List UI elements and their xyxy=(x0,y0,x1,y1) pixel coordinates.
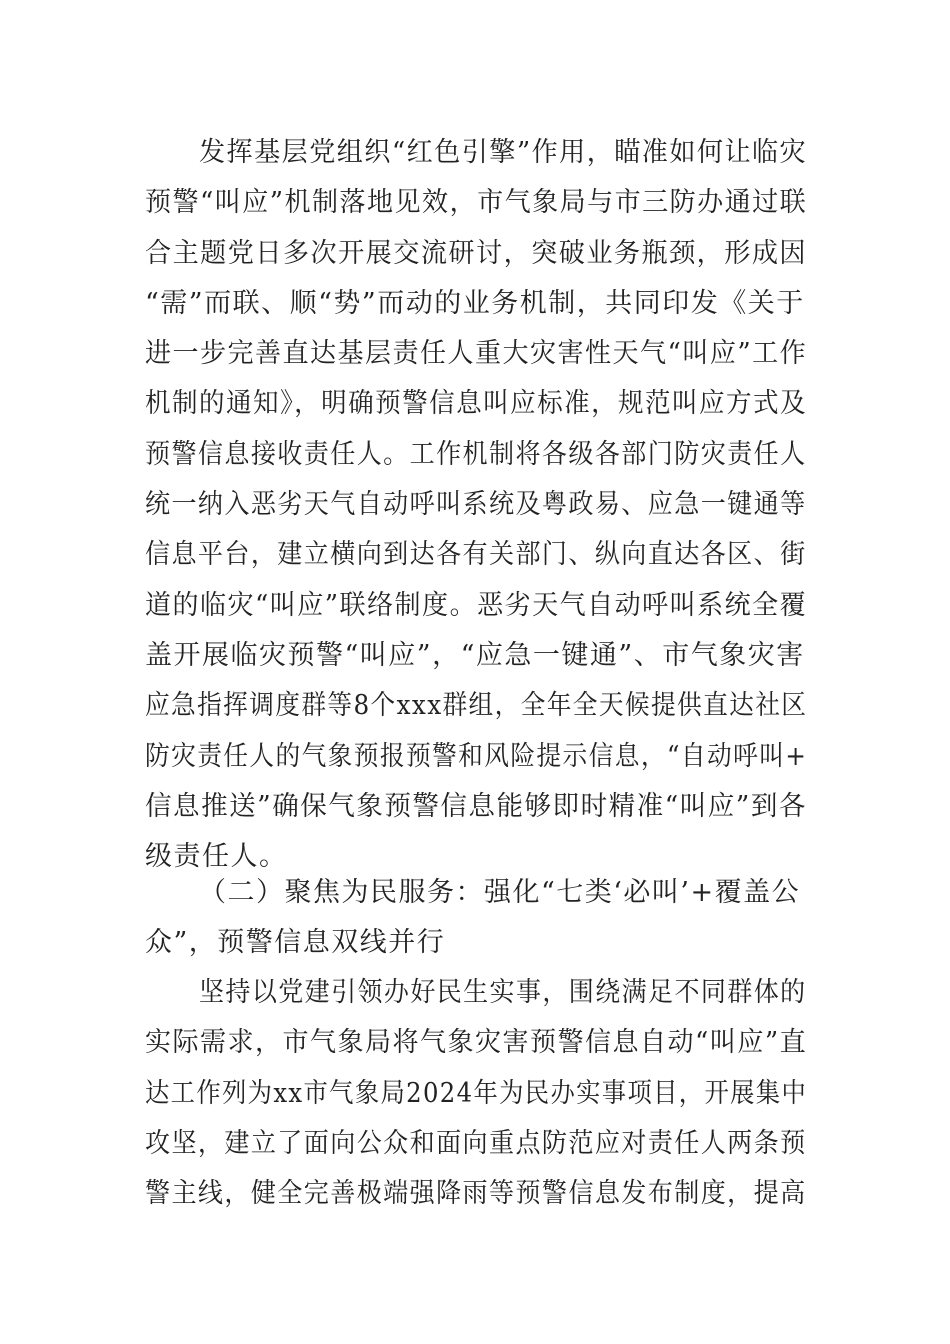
heading-line: 众”，预警信息双线并行 xyxy=(145,927,446,959)
paragraph-line: 统一纳入恶劣天气自动呼叫系统及粤政易、应急一键通等 xyxy=(145,489,807,521)
heading-line: （二）聚焦为民服务：强化“七类‘必叫’+覆盖公 xyxy=(199,877,801,908)
section-heading-public-service xyxy=(145,868,807,969)
paragraph-line: 合主题党日多次开展交流研讨，突破业务瓶颈，形成因 xyxy=(145,237,807,269)
paragraph-line: 信息推送”确保气象预警信息能够即时精准“叫应”到各 xyxy=(145,790,807,822)
paragraph-line: “需”而联、顺“势”而动的业务机制，共同印发《关于 xyxy=(145,287,805,319)
paragraph-line: 警主线，健全完善极端强降雨等预警信息发布制度，提高 xyxy=(145,1178,807,1210)
paragraph-line: 道的临灾“叫应”联络制度。恶劣天气自动呼叫系统全覆 xyxy=(145,589,808,621)
paragraph-line: 应急指挥调度群等8个xxx群组，全年全天候提供直达社区 xyxy=(145,690,808,722)
paragraph-line: 进一步完善直达基层责任人重大灾害性天气“叫应”工作 xyxy=(145,338,808,370)
paragraph-line: 预警“叫应”机制落地见效，市气象局与市三防办通过联 xyxy=(145,187,808,219)
paragraph-line: 达工作列为xx市气象局2024年为民办实事项目，开展集中 xyxy=(145,1077,808,1109)
paragraph-line: 防灾责任人的气象预报预警和风险提示信息，“自动呼叫+ xyxy=(145,740,808,772)
paragraph-line: 发挥基层党组织“红色引擎”作用，瞄准如何让临灾 xyxy=(199,137,808,168)
paragraph-line: 级责任人。 xyxy=(145,841,288,873)
paragraph-line: 坚持以党建引领办好民生实事，围绕满足不同群体的 xyxy=(199,977,807,1008)
paragraph-public-service xyxy=(145,968,807,1219)
paragraph-line: 盖开展临灾预警“叫应”，“应急一键通”、市气象灾害 xyxy=(145,639,805,671)
paragraph-line: 预警信息接收责任人。工作机制将各级各部门防灾责任人 xyxy=(145,438,807,470)
paragraph-party-mechanism xyxy=(145,128,807,882)
paragraph-line: 机制的通知》，明确预警信息叫应标准，规范叫应方式及 xyxy=(145,388,807,420)
paragraph-line: 实际需求，市气象局将气象灾害预警信息自动“叫应”直 xyxy=(145,1027,808,1059)
paragraph-line: 攻坚，建立了面向公众和面向重点防范应对责任人两条预 xyxy=(145,1127,807,1159)
paragraph-line: 信息平台，建立横向到达各有关部门、纵向直达各区、街 xyxy=(145,539,807,571)
